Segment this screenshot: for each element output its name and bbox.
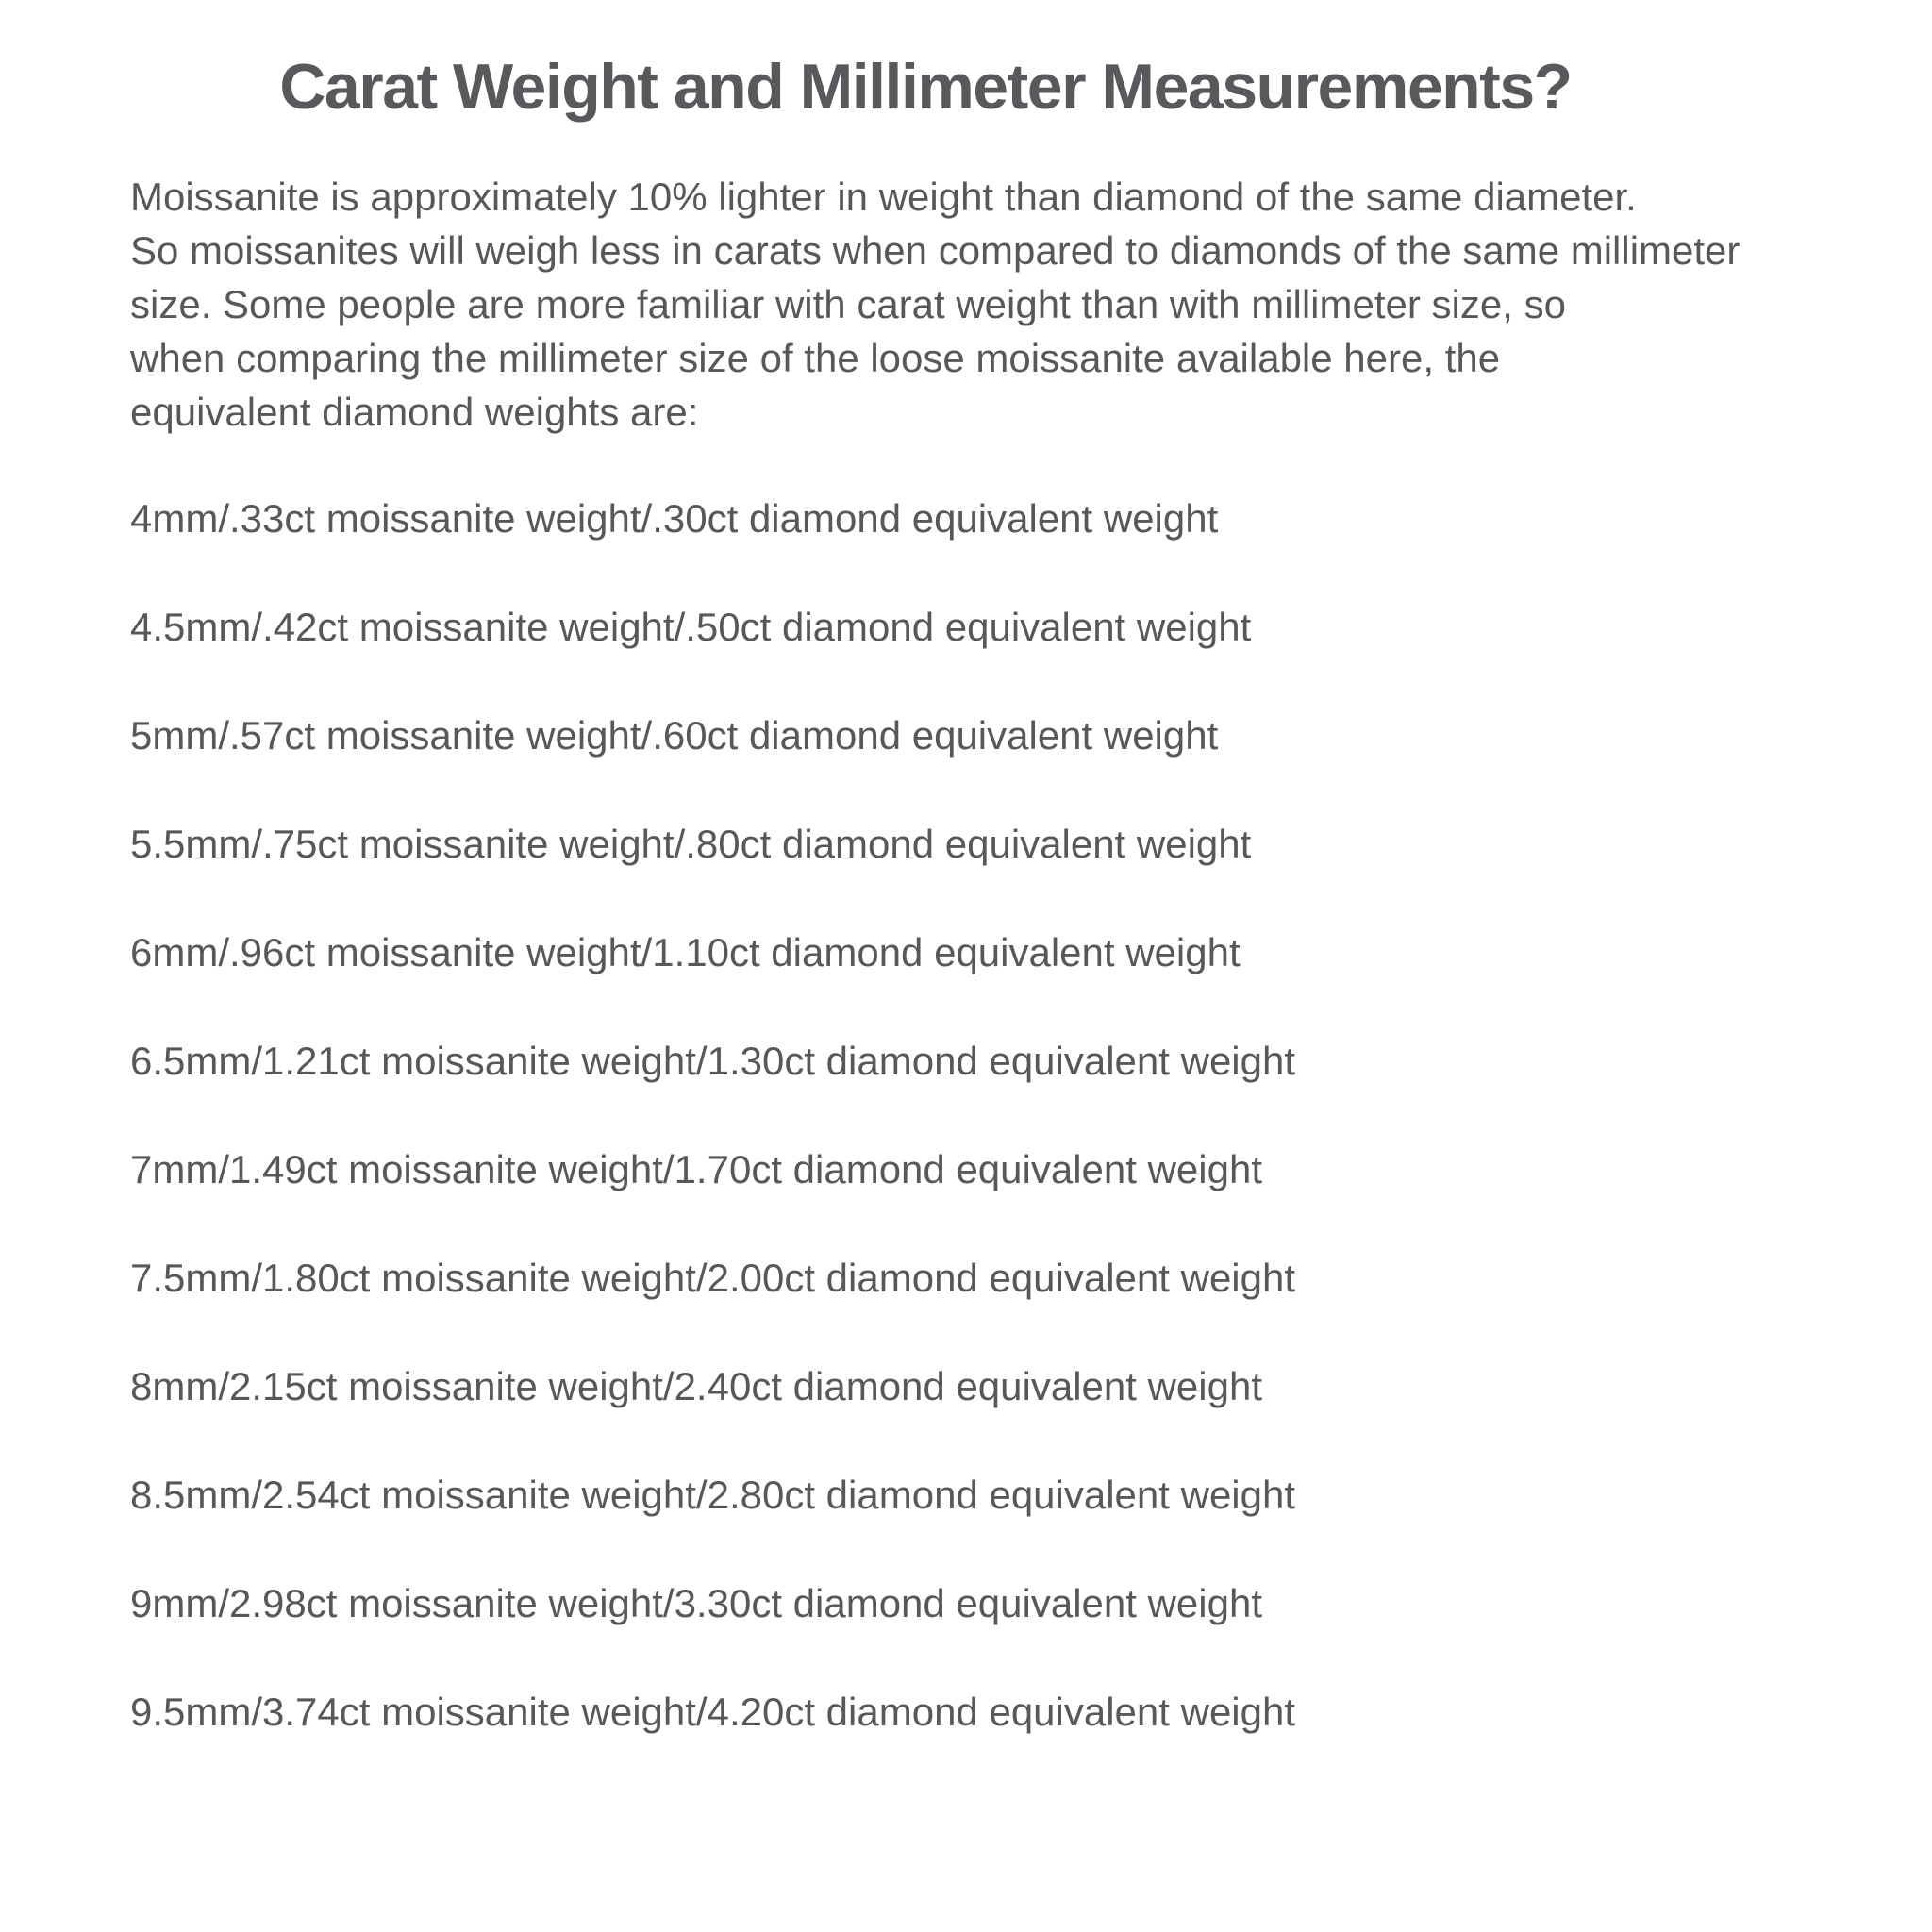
list-item: 7mm/1.49ct moissanite weight/1.70ct diamond equivalent weight [130, 1147, 1262, 1191]
list-item: 4mm/.33ct moissanite weight/.30ct diamond equivalent weight [130, 496, 1219, 541]
page-title: Carat Weight and Millimeter Measurements? [279, 51, 1572, 123]
list-item: 8.5mm/2.54ct moissanite weight/2.80ct diamond equivalent weight [130, 1473, 1296, 1517]
intro-line: Moissanite is approximately 10% lighter in weight than diamond of the same diameter. [130, 175, 1637, 219]
list-item: 6mm/.96ct moissanite weight/1.10ct diamond equivalent weight [130, 930, 1241, 974]
list-item: 4.5mm/.42ct moissanite weight/.50ct diamond equivalent weight [130, 605, 1252, 649]
list-item: 7.5mm/1.80ct moissanite weight/2.00ct diamond equivalent weight [130, 1256, 1296, 1300]
intro-line: equivalent diamond weights are: [130, 390, 699, 434]
list-item: 6.5mm/1.21ct moissanite weight/1.30ct diamond equivalent weight [130, 1039, 1296, 1083]
list-item: 8mm/2.15ct moissanite weight/2.40ct diamond equivalent weight [130, 1364, 1262, 1408]
list-item: 5.5mm/.75ct moissanite weight/.80ct diamond equivalent weight [130, 822, 1252, 866]
intro-paragraph [130, 170, 1904, 439]
intro-line: size. Some people are more familiar with carat weight than with millimeter size, so [130, 282, 1566, 326]
list-item: 5mm/.57ct moissanite weight/.60ct diamond equivalent weight [130, 713, 1219, 758]
intro-line: So moissanites will weigh less in carats when compared to diamonds of the same millimeter [130, 228, 1740, 273]
intro-line: when comparing the millimeter size of the loose moissanite available here, the [130, 336, 1501, 380]
list-item: 9.5mm/3.74ct moissanite weight/4.20ct diamond equivalent weight [130, 1690, 1296, 1734]
list-item: 9mm/2.98ct moissanite weight/3.30ct diamond equivalent weight [130, 1581, 1262, 1625]
equivalents-list [130, 491, 1904, 1792]
